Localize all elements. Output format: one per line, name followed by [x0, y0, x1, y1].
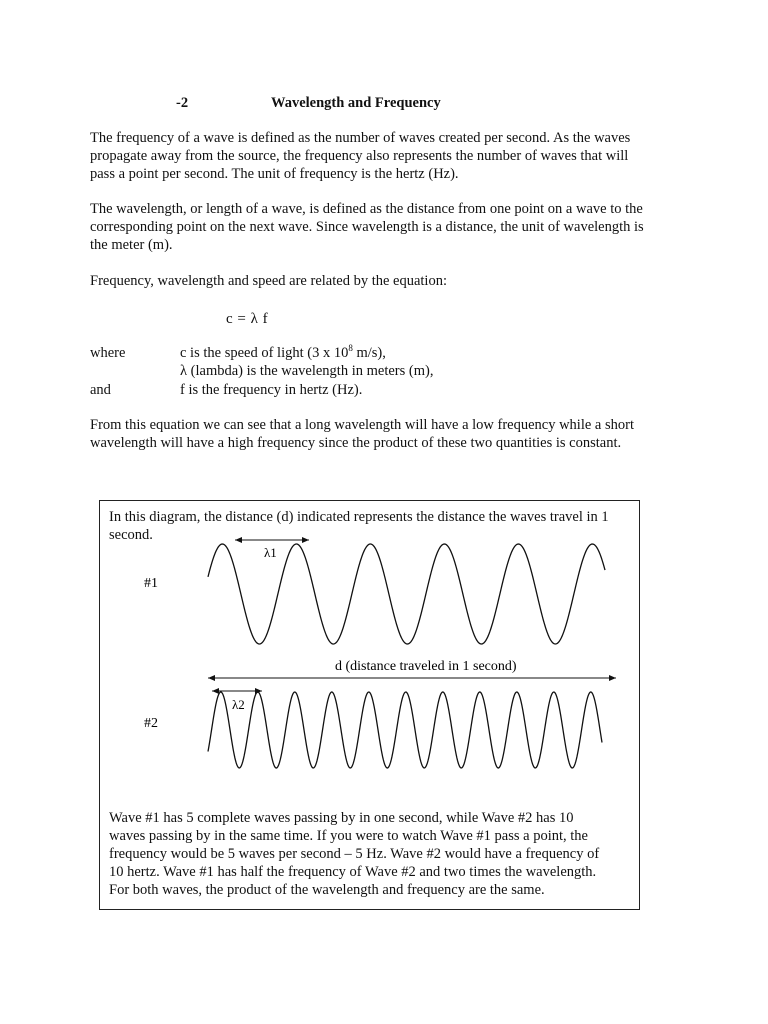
diagram-intro-line: second.	[109, 527, 153, 543]
distance-label: d (distance traveled in 1 second)	[335, 659, 517, 674]
wavelength-line: The wavelength, or length of a wave, is defined as the distance from one point on a wave to the	[90, 201, 643, 217]
c-definition	[180, 344, 386, 362]
caption-line: frequency would be 5 waves per second – 5 Hz. Wave #2 would have a frequency of	[109, 846, 600, 862]
caption-line: Wave #1 has 5 complete waves passing by in one second, while Wave #2 has 10	[109, 810, 574, 826]
exponent: 8	[348, 343, 353, 353]
caption-line: waves passing by in the same time. If you were to watch Wave #1 pass a point, the	[109, 828, 588, 844]
conclusion-line: From this equation we can see that a long wavelength will have a low frequency while a short	[90, 417, 634, 433]
frequency-line: The frequency of a wave is defined as the number of waves created per second. As the waves	[90, 130, 631, 146]
caption-line: For both waves, the product of the wavelength and frequency are the same.	[109, 882, 545, 898]
where-label: where	[90, 345, 126, 361]
wave2-label: #2	[144, 716, 158, 731]
wave2-curve	[208, 692, 602, 768]
c-definition-text: c is the speed of light (3 x 10	[180, 345, 349, 361]
and-label: and	[90, 382, 111, 398]
wavelength-line: corresponding point on the next wave. Since wavelength is a distance, the unit of wavelength is	[90, 219, 644, 235]
equation: c = λ f	[226, 311, 269, 327]
section-number: -2	[176, 95, 189, 111]
frequency-line: propagate away from the source, the frequency also represents the number of waves that will	[90, 148, 629, 164]
lambda1-label: λ1	[264, 545, 277, 560]
wavelength-paragraph	[90, 200, 680, 254]
wave-diagram-box	[99, 500, 640, 910]
lambda-definition: λ (lambda) is the wavelength in meters (m),	[180, 363, 434, 379]
page-title: Wavelength and Frequency	[271, 95, 441, 111]
caption-line: 10 hertz. Wave #1 has half the frequency of Wave #2 and two times the wavelength.	[109, 864, 597, 880]
lambda2-label: λ2	[232, 697, 245, 712]
f-definition: f is the frequency in hertz (Hz).	[180, 382, 363, 398]
wavelength-line: the meter (m).	[90, 237, 173, 253]
c-definition-units: m/s),	[352, 345, 386, 361]
wave1-label: #1	[144, 576, 158, 591]
relation-sentence: Frequency, wavelength and speed are related by the equation:	[90, 273, 447, 289]
conclusion-paragraph	[90, 416, 680, 452]
diagram-caption	[109, 809, 599, 899]
frequency-paragraph	[90, 129, 680, 183]
frequency-line: pass a point per second. The unit of frequency is the hertz (Hz).	[90, 166, 459, 182]
conclusion-line: wavelength will have a high frequency since the product of these two quantities is constant.	[90, 435, 622, 451]
diagram-intro-line: In this diagram, the distance (d) indicated represents the distance the waves travel in 1	[109, 509, 609, 525]
